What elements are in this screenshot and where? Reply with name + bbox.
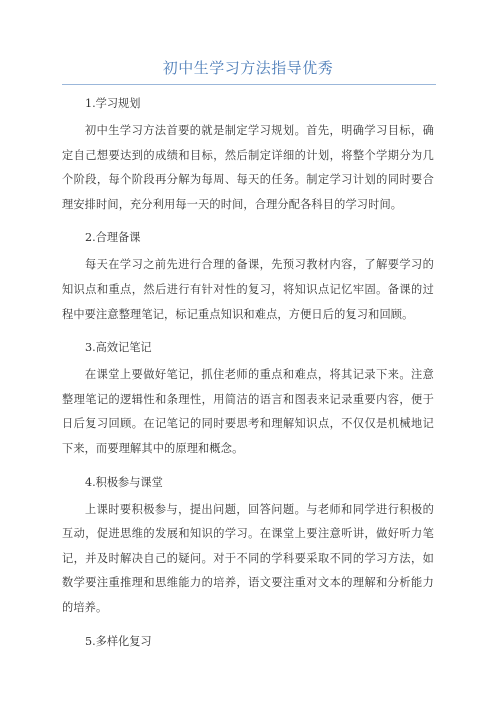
section-paragraph: 每天在学习之前先进行合理的备课，先预习教材内容，了解要学习的知识点和重点，然后进行有针对性的复习，将知识点记忆牢固。备课的过程中要注意整理笔记，标记重点知识和难点，方便日后的复习和回顾。 — [62, 258, 434, 321]
section-paragraph: 上课时要积极参与，提出问题，回答问题。与老师和同学进行积极的互动，促进思维的发展和知识的学习。在课堂上要注意听讲，做好听力笔记，并及时解决自己的疑问。对于不同的学科要采取不同的学习方法，如数学要注重推理和思维能力的培养，语文要注重对文本的理解和分析能力的培养。 — [62, 502, 434, 614]
section-heading: 5.多样化复习 — [85, 634, 152, 648]
section-heading: 1.学习规划 — [85, 97, 141, 110]
section-review — [62, 628, 434, 657]
section-class-participation — [62, 469, 434, 621]
title-divider — [62, 84, 436, 85]
section-paragraph: 在课堂上要做好笔记，抓住老师的重点和难点，将其记录下来。注意整理笔记的逻辑性和条理性，用简洁的语言和图表来记录重要内容，便于日后复习回顾。在记笔记的同时要思考和理解知识点，不仅仅是机械地记下来，而要理解其中的原理和概念。 — [62, 368, 434, 455]
section-heading: 4.积极参与课堂 — [85, 475, 163, 489]
section-heading: 3.高效记笔记 — [85, 341, 152, 355]
section-paragraph: 初中生学习方法首要的就是制定学习规划。首先，明确学习目标，确定自己想要达到的成绩和目标，然后制定详细的计划，将整个学期分为几个阶段，每个阶段再分解为每周、每天的任务。制定学习计划的同时要合理安排时间，充分利用每一天的时间，合理分配各科目的学习时间。 — [62, 124, 434, 211]
section-study-plan — [62, 90, 434, 217]
section-note-taking — [62, 334, 434, 461]
document-title: 初中生学习方法指导优秀 — [162, 59, 334, 77]
section-heading: 2.合理备课 — [85, 231, 141, 245]
section-lesson-prep — [62, 224, 434, 327]
document-content — [62, 90, 434, 657]
